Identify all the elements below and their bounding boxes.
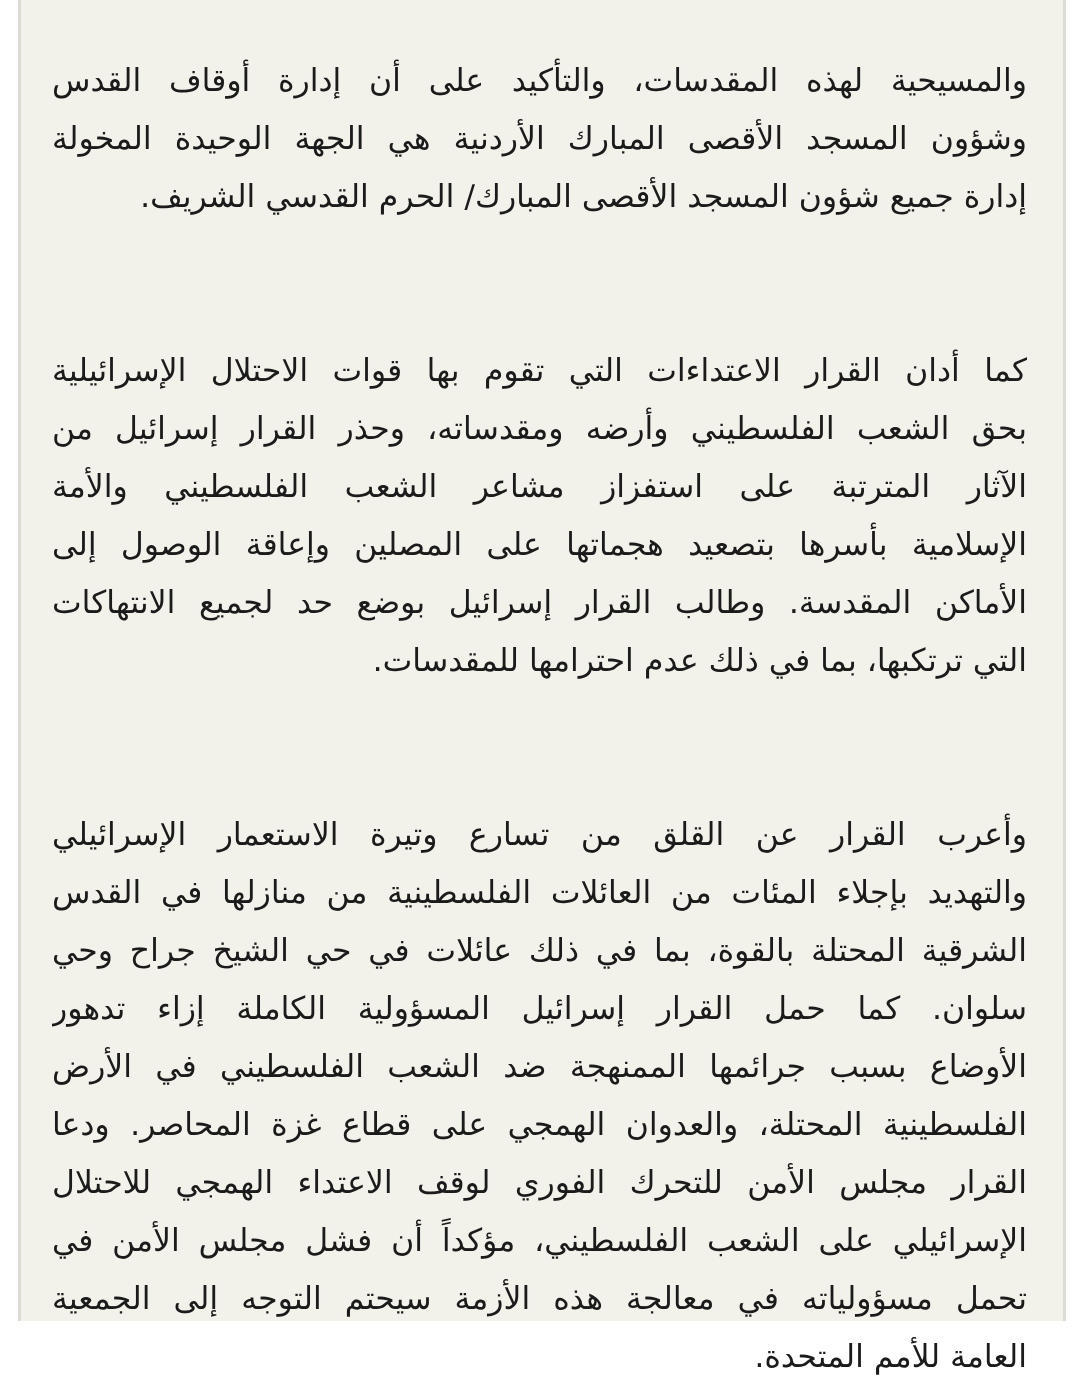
text-line: وأعرب القرار عن القلق من تسارع وتيرة الاستعمار الإسرائيلي: [52, 817, 1027, 853]
paragraph-condemnation: [52, 342, 1027, 690]
text-line: الأماكن المقدسة. وطالب القرار إسرائيل بوضع حد لجميع الانتهاكات: [52, 585, 1027, 621]
text-line: سلوان. كما حمل القرار إسرائيل المسؤولية الكاملة إزاء تدهور: [52, 991, 1027, 1027]
text-line: الفلسطينية المحتلة، والعدوان الهمجي على قطاع غزة المحاصر. ودعا: [52, 1107, 1027, 1143]
text-line: التي ترتكبها، بما في ذلك عدم احترامها للمقدسات.: [372, 643, 1027, 679]
paragraph-concern-security-council: [52, 806, 1027, 1386]
text-line: الآثار المترتبة على استفزاز مشاعر الشعب الفلسطيني والأمة: [52, 469, 1027, 505]
text-line: الشرقية المحتلة بالقوة، بما في ذلك عائلات في حي الشيخ جراح وحي: [52, 933, 1027, 969]
text-line: الإسرائيلي على الشعب الفلسطيني، مؤكداً أن فشل مجلس الأمن في: [52, 1223, 1027, 1259]
text-line: وشؤون المسجد الأقصى المبارك الأردنية هي الجهة الوحيدة المخولة: [52, 121, 1027, 157]
text-line: بحق الشعب الفلسطيني وأرضه ومقدساته، وحذر القرار إسرائيل من: [52, 411, 1027, 447]
text-line: كما أدان القرار الاعتداءات التي تقوم بها قوات الاحتلال الإسرائيلية: [52, 353, 1027, 389]
text-line: والتهديد بإجلاء المئات من العائلات الفلسطينية من منازلها في القدس: [52, 875, 1027, 911]
text-line: تحمل مسؤولياته في معالجة هذه الأزمة سيحتم التوجه إلى الجمعية: [52, 1281, 1027, 1317]
text-line: والمسيحية لهذه المقدسات، والتأكيد على أن إدارة أوقاف القدس: [52, 63, 1027, 99]
paragraph-jerusalem-awqaf: [52, 52, 1027, 226]
text-line: القرار مجلس الأمن للتحرك الفوري لوقف الاعتداء الهمجي للاحتلال: [52, 1165, 1027, 1201]
text-line: إدارة جميع شؤون المسجد الأقصى المبارك/ الحرم القدسي الشريف.: [140, 179, 1027, 215]
document-body: [52, 52, 1027, 1386]
text-line: الأوضاع بسبب جرائمها الممنهجة ضد الشعب الفلسطيني في الأرض: [52, 1049, 1027, 1085]
text-line: الإسلامية بأسرها بتصعيد هجماتها على المصلين وإعاقة الوصول إلى: [52, 527, 1027, 563]
text-line: العامة للأمم المتحدة.: [754, 1339, 1027, 1375]
